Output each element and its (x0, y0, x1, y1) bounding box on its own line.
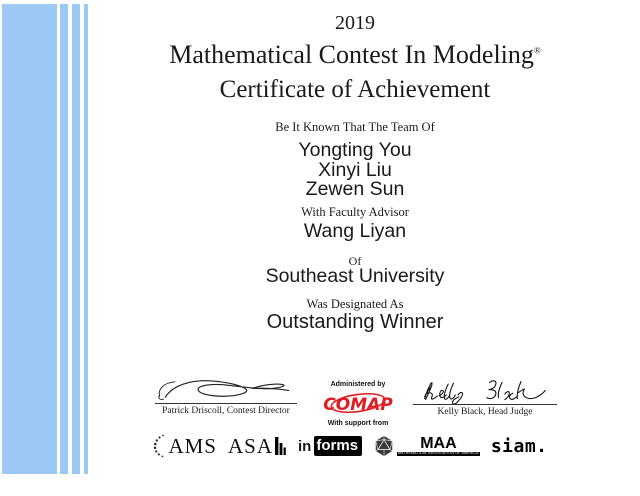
maa-text-block (397, 436, 480, 457)
contest-director-signature-line (155, 403, 297, 404)
administered-by-block (298, 381, 418, 427)
advisor-label: With Faculty Advisor (301, 205, 409, 219)
certificate-subtitle: Certificate of Achievement (219, 76, 491, 103)
designation-title: Outstanding Winner (266, 311, 444, 333)
informs-boxed-text: forms (314, 436, 362, 456)
contest-director-signature-icon (153, 377, 299, 403)
year-heading: 2019 (335, 12, 375, 34)
head-judge-caption: Kelly Black, Head Judge (437, 407, 533, 417)
administered-by-label: Administered by (330, 381, 386, 388)
contest-director-signature-block (151, 377, 301, 416)
team-member-1: Yongting You (298, 139, 412, 161)
maa-icosahedron-icon (373, 435, 395, 457)
team-member-3: Zewen Sun (305, 178, 405, 200)
ams-logo-text: AMS (168, 433, 217, 458)
maa-caption-text: MATHEMATICAL ASSOCIATION OF AMERICA (398, 451, 479, 456)
siam-logo (491, 436, 548, 457)
advisor-name: Wang Liyan (303, 220, 407, 242)
of-label: Of (348, 254, 362, 268)
known-line: Be It Known That The Team Of (275, 120, 435, 134)
sponsor-logo-row (60, 433, 640, 459)
ams-arc-icon (152, 433, 166, 459)
head-judge-signature-line (413, 404, 557, 405)
team-member-2: Xinyi Liu (318, 159, 392, 181)
asa-logo-text: ASA (228, 433, 274, 458)
informs-prefix-text: in (298, 437, 312, 455)
maa-logo-text: MAA (420, 434, 457, 452)
siam-logo-text: siam. (490, 435, 548, 457)
comap-logo-icon (322, 389, 394, 419)
designated-label: Was Designated As (306, 297, 404, 311)
informs-logo (298, 436, 362, 456)
institution-name: Southeast University (265, 265, 445, 287)
comap-logo-text: COMAP (323, 395, 393, 415)
ams-logo (152, 433, 217, 459)
support-from-label: With support from (327, 420, 389, 427)
head-judge-signature-icon (411, 377, 559, 404)
asa-bars-icon (275, 437, 287, 456)
registered-mark: ® (533, 45, 541, 56)
contest-director-caption: Patrick Driscoll, Contest Director (162, 406, 290, 416)
left-blue-band (2, 4, 57, 474)
head-judge-signature-block (409, 377, 561, 417)
contest-title (67, 41, 640, 68)
maa-logo (373, 435, 480, 457)
contest-title-text: Mathematical Contest In Modeling (169, 40, 534, 69)
asa-logo (228, 434, 287, 459)
